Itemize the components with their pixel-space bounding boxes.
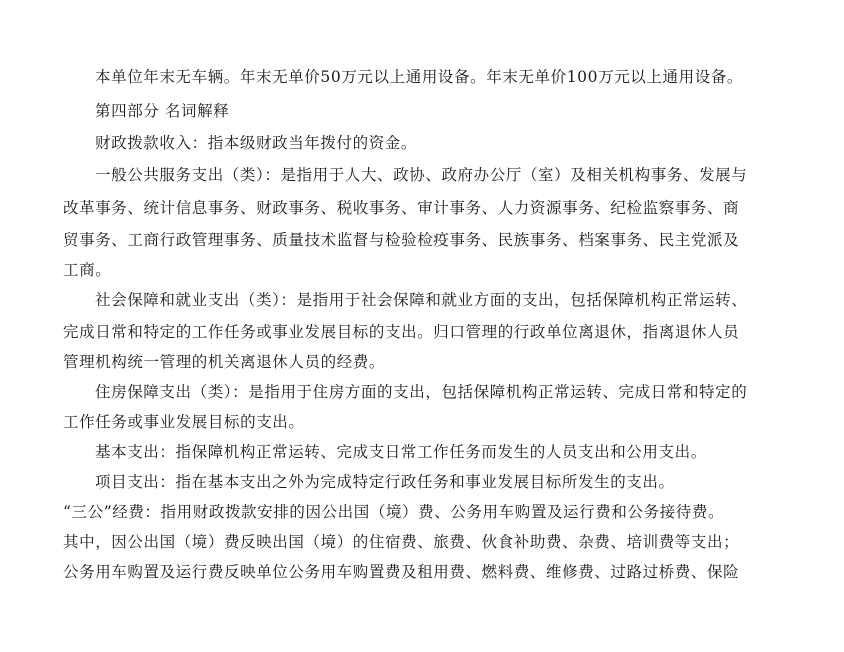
text-line: 本单位年末无车辆。年末无单价50万元以上通用设备。年末无单价100万元以上通用设备。 xyxy=(95,68,744,86)
text-line: 项目支出：指在基本支出之外为完成特定行政任务和事业发展目标所发生的支出。 xyxy=(95,473,675,491)
text-line: 管理机构统一管理的机关离退休人员的经费。 xyxy=(63,353,386,371)
text-line: 完成日常和特定的工作任务或事业发展目标的支出。归口管理的行政单位离退休，指离退休人员 xyxy=(63,323,740,341)
text-line: 财政拨款收入：指本级财政当年拨付的资金。 xyxy=(95,134,418,152)
text-line: 一般公共服务支出（类）：是指用于人大、政协、政府办公厅（室）及相关机构事务、发展与 xyxy=(95,166,748,184)
text-line: “三公”经费：指用财政拨款安排的因公出国（境）费、公务用车购置及运行费和公务接待费。 xyxy=(63,503,725,521)
text-line: 贸事务、工商行政管理事务、质量技术监督与检验检疫事务、民族事务、档案事务、民主党派及 xyxy=(63,231,740,249)
text-line: 公务用车购置及运行费反映单位公务用车购置费及租用费、燃料费、维修费、过路过桥费、保险 xyxy=(63,563,740,581)
text-line: 社会保障和就业支出（类）：是指用于社会保障和就业方面的支出，包括保障机构正常运转、 xyxy=(95,291,748,309)
text-line: 其中，因公出国（境）费反映出国（境）的住宿费、旅费、伙食补助费、杂费、培训费等支出； xyxy=(63,533,740,551)
text-line: 基本支出：指保障机构正常运转、完成支日常工作任务而发生的人员支出和公用支出。 xyxy=(95,443,707,461)
section-heading: 第四部分 名词解释 xyxy=(95,102,230,120)
text-line: 改革事务、统计信息事务、财政事务、税收事务、审计事务、人力资源事务、纪检监察事务、商 xyxy=(63,199,740,217)
text-line: 工商。 xyxy=(63,261,112,279)
text-line: 住房保障支出（类）：是指用于住房方面的支出，包括保障机构正常运转、完成日常和特定的 xyxy=(95,383,748,401)
text-line: 工作任务或事业发展目标的支出。 xyxy=(63,413,305,431)
